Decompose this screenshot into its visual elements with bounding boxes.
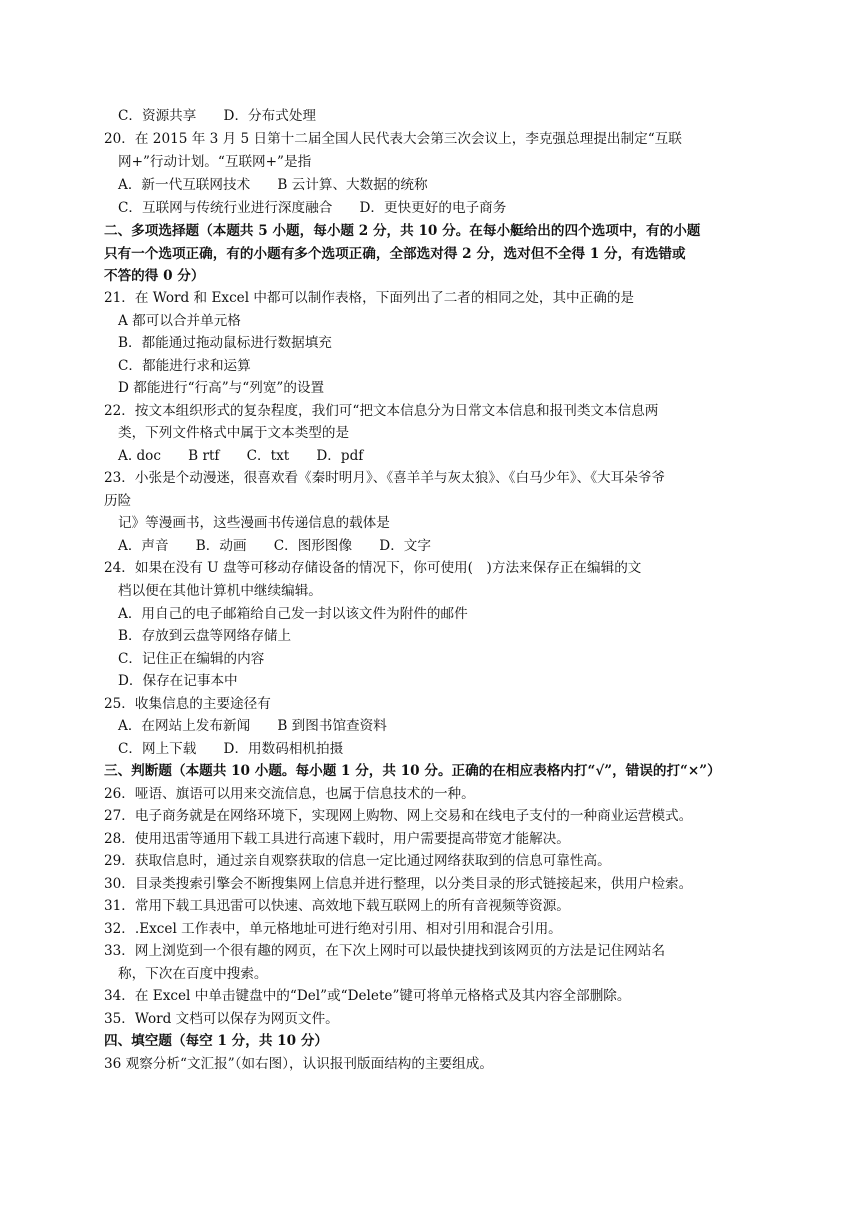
q35: 35．Word 文档可以保存为网页文件。 (104, 1011, 339, 1027)
q25-stem: 25．收集信息的主要途径有 (104, 696, 271, 712)
q19-options-cd: C．资源共享 D．分布式处理 (118, 108, 317, 124)
q24-stem-cont: 档以便在其他计算机中继续编辑。 (118, 583, 322, 599)
q23-stem: 23．小张是个动漫迷，很喜欢看《秦时明月》、《喜羊羊与灰太狼》、《白马少年》、《大耳朵爷爷 (104, 470, 666, 486)
q20-stem: 20．在 2015 年 3 月 5 日第十二届全国人民代表大会第三次会议上，李克强总理提出制定“互联 (104, 131, 682, 147)
q23-stem-wrap: 历险 (104, 493, 132, 509)
q25-options-ab: A．在网站上发布新闻 B 到图书馆查资料 (118, 718, 387, 734)
q31: 31．常用下载工具迅雷可以快速、高效地下载互联网上的所有音视频等资源。 (104, 898, 570, 914)
q24-option-c: C．记住正在编辑的内容 (118, 651, 265, 667)
section-4-heading: 四、填空题（每空 1 分，共 10 分） (104, 1033, 329, 1049)
section-3-heading: 三、判断题（本题共 10 小题。每小题 1 分，共 10 分。正确的在相应表格内打“√”，错误的打“×”） (104, 763, 721, 779)
q22-stem-cont: 类，下列文件格式中属于文本类型的是 (118, 425, 350, 441)
q29: 29．获取信息时，通过亲自观察获取的信息一定比通过网络获取到的信息可靠性高。 (104, 853, 611, 869)
q28: 28．使用迅雷等通用下载工具进行高速下载时，用户需要提高带宽才能解决。 (104, 831, 570, 847)
section-2-heading: 二、多项选择题（本题共 5 小题，每小题 2 分，共 10 分。在每小艇给出的四个选项中，有的小题 (104, 223, 701, 239)
q23-stem-cont: 记》等漫画书，这些漫画书传递信息的载体是 (118, 515, 390, 531)
q21-stem: 21．在 Word 和 Excel 中都可以制作表格，下面列出了二者的相同之处，其中正确的是 (104, 290, 635, 306)
section-2-heading-end: 不答的得 0 分） (104, 268, 205, 284)
q30: 30．目录类搜索引擎会不断搜集网上信息并进行整理，以分类目录的形式链接起来，供用户检索。 (104, 876, 693, 892)
q24-option-b: B．存放到云盘等网络存储上 (118, 628, 292, 644)
q24-stem: 24．如果在没有 U 盘等可移动存储设备的情况下，你可使用( )方法来保存正在编辑的文 (104, 560, 642, 576)
q32: 32．.Excel 工作表中，单元格地址可进行绝对引用、相对引用和混合引用。 (104, 921, 562, 937)
q23-options: A．声音 B．动画 C．图形图像 D．文字 (118, 538, 431, 554)
q27: 27．电子商务就是在网络环境下，实现网上购物、网上交易和在线电子支付的一种商业运营模式。 (104, 808, 693, 824)
q36: 36 观察分析“文汇报”（如右图），认识报刊版面结构的主要组成。 (104, 1056, 493, 1072)
section-2-heading-cont: 只有一个选项正确，有的小题有多个选项正确，全部选对得 2 分，选对但不全得 1 分，有选错或 (104, 246, 686, 262)
q21-option-a: A 都可以合并单元格 (118, 313, 241, 329)
q24-option-a: A．用自己的电子邮箱给自己发一封以该文件为附件的邮件 (118, 606, 468, 622)
q21-option-d: D 都能进行“行高”与“列宽”的设置 (118, 380, 325, 396)
q34: 34．在 Excel 中单击键盘中的“Del”或“Delete”键可将单元格格式及其内容全部删除。 (104, 988, 631, 1004)
q21-option-c: C．都能进行求和运算 (118, 358, 251, 374)
q33-cont: 称，下次在百度中搜索。 (118, 966, 268, 982)
q20-stem-cont: 网+”行动计划。“互联网+”是指 (118, 154, 312, 170)
q26: 26．哑语、旗语可以用来交流信息，也属于信息技术的一种。 (104, 786, 475, 802)
q25-options-cd: C．网上下载 D．用数码相机拍摄 (118, 741, 344, 757)
q21-option-b: B．都能通过拖动鼠标进行数据填充 (118, 335, 332, 351)
q24-option-d: D．保存在记事本中 (118, 673, 238, 689)
q33: 33．网上浏览到一个很有趣的网页，在下次上网时可以最快捷找到该网页的方法是记住网站名 (104, 943, 666, 959)
q20-options-cd: C．互联网与传统行业进行深度融合 D．更快更好的电子商务 (118, 200, 507, 216)
q22-options: A. doc B rtf C．txt D．pdf (118, 448, 364, 464)
q20-options-ab: A．新一代互联网技术 B 云计算、大数据的统称 (118, 177, 428, 193)
q22-stem: 22．按文本组织形式的复杂程度，我们可“把文本信息分为日常文本信息和报刊类文本信息两 (104, 403, 659, 419)
